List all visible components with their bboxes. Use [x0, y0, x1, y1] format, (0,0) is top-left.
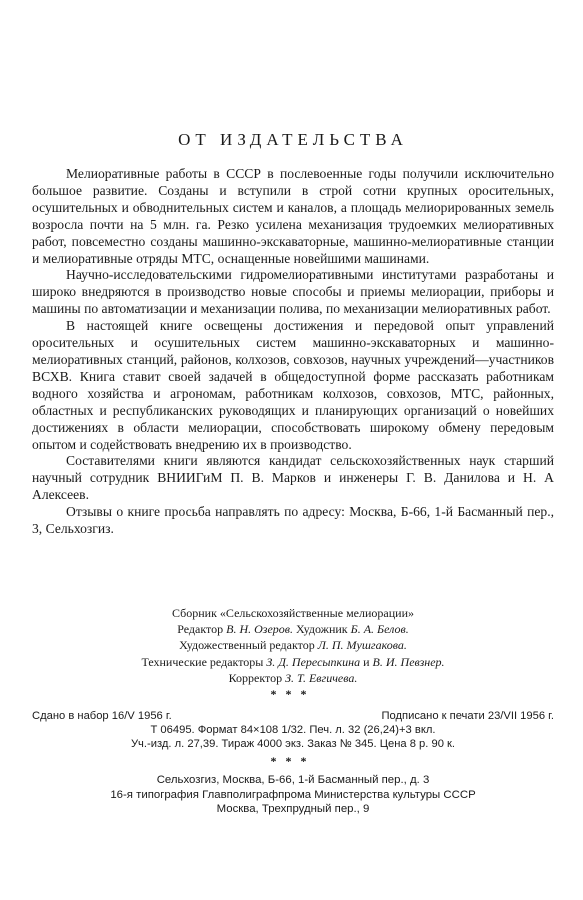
credit-line: [32, 621, 554, 637]
credit-role: Художественный редактор: [179, 638, 318, 653]
footer-line: Москва, Трехпрудный пер., 9: [216, 803, 370, 815]
page-title: ОТ ИЗДАТЕЛЬСТВА: [178, 130, 408, 149]
credit-name: В. И. Певзнер.: [372, 654, 445, 669]
imprint-print-date: Подписано к печати 23/VII 1956 г.: [381, 710, 554, 722]
credit-line: [32, 654, 554, 670]
page: [32, 0, 554, 900]
paragraph: Мелиоративные работы в СССР в послевоенные годы получили исключительно большое развитие. Созданы и вступили в строй сотни крупных оросительных, осушительных и обводнительных систем и каналов, а площадь мелиорированных земель возросла почти на 5 млн. га. Резко усилена механизация трудоемких мелиоративных работ, повсеместно созданы машинно-экскаваторные, машинно-мелиоративные станции и мелиоративные отряды МТС, оснащенные новейшими машинами.: [32, 166, 554, 266]
footer-line: Сельхозгиз, Москва, Б-66, 1-й Басманный пер., д. 3: [156, 774, 430, 786]
credits-block: [32, 605, 554, 686]
publisher-footer: [32, 773, 554, 817]
credit-role: Художник: [293, 622, 351, 637]
credit-name: З. Д. Пересыпкина: [266, 654, 361, 669]
paragraph: Отзывы о книге просьба направлять по адресу: Москва, Б-66, 1-й Басманный пер., 3, Сельхозгиз.: [32, 504, 554, 537]
series-title: Сборник «Сельскохозяйственные мелиорации»: [172, 606, 414, 620]
paragraph: В настоящей книге освещены достижения и передовой опыт управлений оросительных и осушительных систем машинно-экскаваторных и машинно-мелиоративных станций, районов, колхозов, совхозов, научных учреждений—участников ВСХВ. Книга ставит своей задачей в общедоступной форме рассказать работникам водного хозяйства и агрономам, работникам колхозов, совхозов, МТС, районных, областных и республиканских руководящих и планирующих организаций о новейших достижениях в области мелиорации, способствовать широкому обмену передовым опытом и содействовать внедрению их в производство.: [32, 318, 554, 452]
imprint-line: [32, 709, 554, 723]
credit-role: Технические редакторы: [141, 654, 267, 669]
credit-role: и: [360, 654, 373, 669]
credit-line: [32, 637, 554, 653]
footer-line: 16-я типография Главполиграфпрома Министерства культуры СССР: [110, 788, 476, 801]
publisher-foreword: [32, 166, 554, 538]
imprint-line: Уч.-изд. л. 27,39. Тираж 4000 экз. Заказ № 345. Цена 8 р. 90 к.: [130, 738, 456, 750]
credit-role: Редактор: [177, 622, 227, 637]
credit-name: Б. А. Белов.: [350, 622, 409, 637]
separator: ***: [270, 754, 316, 768]
credit-role: Корректор: [228, 670, 286, 685]
credit-name: В. Н. Озеров.: [226, 622, 293, 637]
imprint-line: Т 06495. Формат 84×108 1/32. Печ. л. 32 (26,24)+3 вкл.: [150, 724, 436, 736]
paragraph: Научно-исследовательскими гидромелиоративными институтами разработаны и широко внедряются в производство новые способы и приемы мелиорации, приборы и машины по автоматизации и механизации полива, по механизации мелиоративных работ.: [32, 267, 554, 317]
credit-line: [32, 670, 554, 686]
credit-name: З. Т. Евгичева.: [285, 670, 358, 685]
credit-line: [32, 605, 554, 621]
imprint-typeset-date: Сдано в набор 16/V 1956 г.: [32, 710, 172, 722]
separator: ***: [270, 687, 316, 701]
paragraph: Составителями книги являются кандидат сельскохозяйственных наук старший научный сотрудник ВНИИГиМ П. В. Марков и инженеры Г. В. Данилова и Н. А Алексеев.: [32, 453, 554, 503]
imprint-block: [32, 709, 554, 751]
credit-name: Л. П. Мушгакова.: [317, 638, 407, 653]
